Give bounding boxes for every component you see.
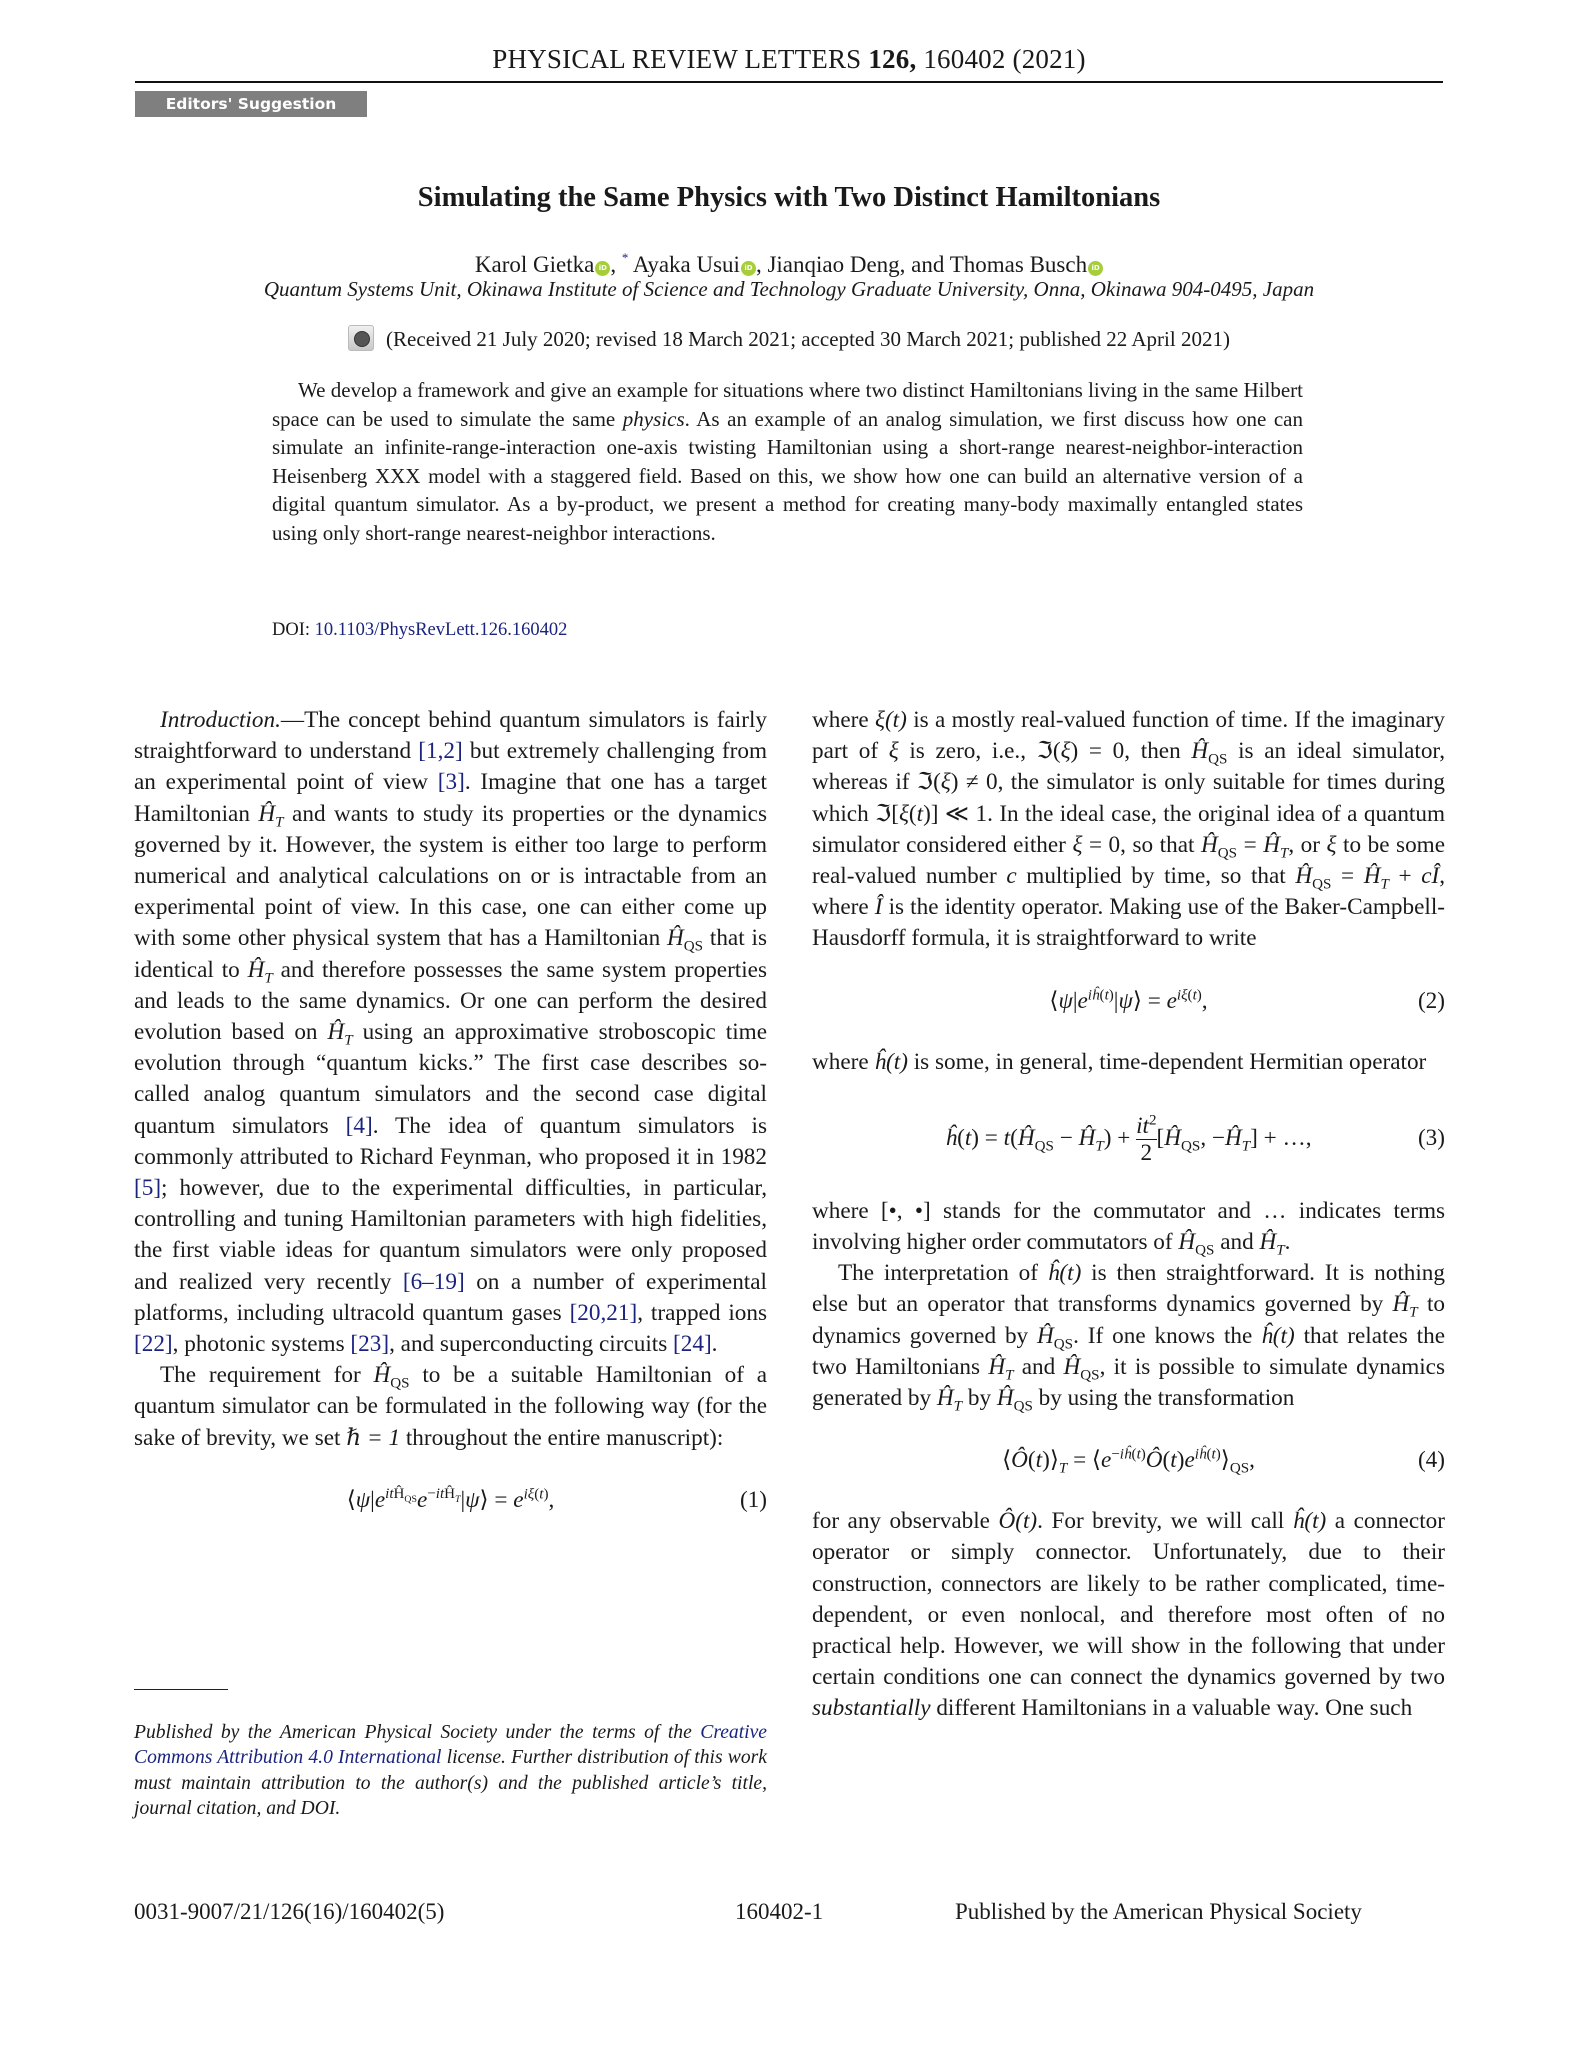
citation-link[interactable]: [20,21] xyxy=(569,1299,638,1326)
body-text: , trapped ions xyxy=(637,1299,767,1326)
math-HT: $Ĥ_T$ xyxy=(988,1353,1014,1384)
body-text: where xyxy=(812,1048,875,1075)
journal-article-year: 160402 (2021) xyxy=(923,44,1086,74)
body-text: where xyxy=(812,707,876,733)
math-HQS: $Ĥ_{QS}$ xyxy=(667,925,704,956)
right-column xyxy=(812,705,1445,1725)
abstract-text: We develop a framework and give an example for situations where two distinct Hamiltonians living in the same Hilbert space can be used to simulate the same xyxy=(272,378,1303,431)
doi-link[interactable]: 10.1103/PhysRevLett.126.160402 xyxy=(314,620,568,640)
math-HQS-eq-HT-plus-cI: $Ĥ_{QS}$ = $Ĥ_T$ + cÎ xyxy=(1295,863,1440,893)
footer-issn: 0031-9007/21/126(16)/160402(5) xyxy=(134,1899,445,1924)
publication-dates xyxy=(135,325,1443,353)
abstract xyxy=(272,376,1303,548)
math-HT: $Ĥ_T$ xyxy=(258,800,284,831)
math-hbar: ℏ = 1 xyxy=(346,1424,401,1451)
body-text: using an approximative stroboscopic time evolution through “quantum kicks.” The first case describes so-called analog quantum simulators and the second case digital quantum simulators xyxy=(134,1019,767,1139)
abstract-emphasis: physics xyxy=(622,406,685,431)
body-text: is zero, i.e., xyxy=(898,738,1037,765)
body-text: , then xyxy=(1124,738,1192,765)
left-column xyxy=(134,705,767,1532)
journal-header xyxy=(135,42,1443,76)
body-paragraph xyxy=(812,705,1445,955)
author-separator: , xyxy=(610,252,622,277)
requirement-paragraph xyxy=(134,1360,767,1454)
body-text: but extremely challenging from an experimental point of view xyxy=(134,738,768,796)
body-text: is an ideal simulator, whereas if xyxy=(812,738,1445,796)
body-paragraph xyxy=(812,1047,1445,1078)
math-HQS: $Ĥ_{QS}$ xyxy=(373,1362,410,1392)
math-h-t: ĥ(t) xyxy=(874,1048,908,1075)
author-name[interactable]: Thomas Busch xyxy=(949,252,1088,277)
body-text: . In the ideal case, the original idea of a quantum simulator considered either xyxy=(812,800,1445,858)
body-text: , or xyxy=(1288,831,1327,858)
section-heading-introduction: Introduction. xyxy=(160,707,281,733)
check-for-updates-icon[interactable] xyxy=(348,325,374,351)
citation-link[interactable]: [3] xyxy=(437,769,465,796)
body-text: is a mostly real-valued function of time. If the imaginary part of xyxy=(812,707,1445,765)
body-text: . For brevity, we will call xyxy=(1037,1508,1293,1535)
emphasis-text: substantially xyxy=(812,1695,931,1722)
footnote-text: Published by the American Physical Society under the terms of the xyxy=(134,1722,701,1743)
body-text: , it is possible to simulate dynamics generated by xyxy=(812,1353,1445,1412)
body-text: , the simulator is only suitable for times during which xyxy=(812,769,1446,827)
math-h-t: ĥ(t) xyxy=(1292,1508,1327,1535)
body-text: by using the transformation xyxy=(1032,1385,1295,1412)
footnote-rule xyxy=(134,1689,228,1690)
body-text: is the identity operator. Making use of the Baker-Campbell-Hausdorff formula, it is straightforward to write xyxy=(812,894,1445,952)
citation-link[interactable]: [1,2] xyxy=(418,738,463,765)
equation-body: $⟨Ô(t)⟩_T$ = $⟨e^{-iĥ(t)}Ô(t)e^{iĥ(t)}⟩_{QS}$, xyxy=(1002,1446,1255,1477)
citation-link[interactable]: [24] xyxy=(673,1331,712,1358)
body-text: for any observable xyxy=(812,1508,999,1535)
math-HQS: $Ĥ_{QS}$ xyxy=(1063,1353,1100,1384)
doi-label: DOI: xyxy=(272,620,311,640)
math-HQS: $Ĥ_{QS}$ xyxy=(996,1385,1033,1415)
license-footnote xyxy=(134,1720,767,1822)
math-h-t: ĥ(t) xyxy=(1047,1260,1082,1287)
math-HT: $Ĥ_T$ xyxy=(327,1019,353,1049)
footnote-text: license. Further distribution of this work must maintain attribution to the author(s) and the published article’s title, journal citation, and DOI. xyxy=(134,1747,767,1820)
article-title: Simulating the Same Physics with Two Distinct Hamiltonians xyxy=(417,182,1161,213)
author-separator: , and xyxy=(899,252,950,277)
math-HQS-eq-HT: $Ĥ_{QS}$ = $Ĥ_T$ xyxy=(1200,831,1289,862)
doi-line xyxy=(272,617,567,643)
math-O-t: Ô(t) xyxy=(998,1508,1038,1535)
body-text: to be a suitable Hamiltonian of a quantum simulator can be formulated in the following way (for the sake of brevity, we set xyxy=(134,1362,768,1451)
math-HT: $Ĥ_T$ xyxy=(936,1385,963,1415)
math-im-xi-nonzero: ℑ(ξ) ≠ 0 xyxy=(916,769,998,796)
body-text: where [•, •] stands for the commutator and … indicates terms involving higher order commutators of xyxy=(812,1197,1445,1256)
body-paragraph xyxy=(812,1258,1445,1414)
corresponding-author-mark[interactable]: * xyxy=(621,250,629,265)
math-HQS: $Ĥ_{QS}$ xyxy=(1037,1322,1074,1353)
author-name[interactable]: Jianqiao Deng xyxy=(767,252,900,277)
body-text: by xyxy=(962,1385,997,1412)
affiliation: Quantum Systems Unit, Okinawa Institute of Science and Technology Graduate University, Onna, Okinawa 904-0495, Japan xyxy=(263,277,1315,301)
citation-link[interactable]: [6–19] xyxy=(402,1268,465,1295)
math-HQS: $Ĥ_{QS}$ xyxy=(1178,1229,1215,1259)
journal-volume: 126, xyxy=(868,44,917,74)
body-text: . The idea of quantum simulators is commonly attributed to Richard Feynman, who proposed it in 1982 xyxy=(134,1112,767,1170)
orcid-icon[interactable]: iD xyxy=(741,261,756,276)
abstract-text: . As an example of an analog simulation, we first discuss how one can simulate an infinite-range-interaction one-axis twisting Hamiltonian using a short-range nearest-neighbor-interaction Heisenberg XXX model with a staggered field. Based on this, we show how one can build an alternative version of a digital quantum simulator. As a by-product, we present a method for creating many-body maximally entangled states using only short-range nearest-neighbor interactions. xyxy=(272,406,1303,545)
equation-3 xyxy=(812,1102,1445,1174)
citation-link[interactable]: [5] xyxy=(134,1175,162,1202)
orcid-icon[interactable]: iD xyxy=(1088,261,1103,276)
math-identity: Î xyxy=(874,894,883,921)
footer-page-number: 160402-1 xyxy=(735,1899,824,1924)
body-text: The interpretation of xyxy=(838,1260,1048,1287)
body-text: different Hamiltonians in a valuable way. One such xyxy=(930,1695,1413,1722)
math-im-xi-zero: ℑ(ξ) = 0 xyxy=(1036,738,1125,765)
body-text: The requirement for xyxy=(160,1362,374,1389)
footer-publisher: Published by the American Physical Society xyxy=(955,1899,1362,1924)
dates-text: (Received 21 July 2020; revised 18 March 2021; accepted 30 March 2021; published 22 April 2021) xyxy=(386,327,1230,351)
body-text: and therefore possesses the same system properties and leads to the same dynamics. Or one can perform the desired evolution based on xyxy=(134,956,768,1046)
body-text: to dynamics governed by xyxy=(812,1291,1445,1349)
math-xi: ξ xyxy=(1326,831,1337,858)
intro-paragraph xyxy=(134,705,767,1360)
body-text: . xyxy=(1284,1229,1291,1256)
equation-number: (3) xyxy=(1417,1124,1445,1151)
body-text: , photonic systems xyxy=(172,1331,351,1358)
body-text: ; however, due to the experimental difficulties, in particular, controlling and tuning Hamiltonian parameters with high fidelities, the first viable ideas for quantum simulators were only proposed and realized very recently xyxy=(134,1175,767,1295)
body-paragraph xyxy=(812,1196,1445,1258)
math-HT: $Ĥ_T$ xyxy=(1259,1229,1285,1259)
author-separator: , xyxy=(755,252,768,277)
math-xi-zero: ξ = 0 xyxy=(1072,831,1121,858)
body-text: that relates the two Hamiltonians xyxy=(812,1322,1446,1380)
body-text: to be some real-valued number xyxy=(812,831,1445,890)
body-text: a connector operator or simply connector. Unfortunately, due to their construction, connectors are likely to be rather complicated, time-dependent, or even nonlocal, and therefore most often of no practical help. However, we will show in the following that under certain conditions one can connect the dynamics governed by two xyxy=(812,1508,1445,1691)
equation-2 xyxy=(812,969,1445,1033)
equation-number: (2) xyxy=(1417,987,1445,1014)
citation-link[interactable]: [23] xyxy=(350,1331,390,1358)
math-c: c xyxy=(1006,863,1017,890)
license-link[interactable]: Creative Commons Attribution 4.0 International xyxy=(134,1722,767,1769)
equation-1 xyxy=(134,1468,767,1532)
math-h-t: ĥ(t) xyxy=(1261,1322,1295,1349)
body-text: is then straightforward. It is nothing else but an operator that transforms dynamics governed by xyxy=(812,1260,1445,1318)
body-text: and xyxy=(1013,1353,1064,1380)
body-text: that is identical to xyxy=(134,925,767,983)
math-HT: $Ĥ_T$ xyxy=(247,956,273,987)
editors-suggestion-badge: Editors' Suggestion xyxy=(135,91,367,117)
citation-link[interactable]: [4] xyxy=(345,1112,373,1139)
author-name[interactable]: Ayaka Usui xyxy=(632,252,740,277)
body-text: , and superconducting circuits xyxy=(389,1331,674,1358)
body-text: , where xyxy=(812,863,1446,921)
math-HT: $Ĥ_T$ xyxy=(1392,1291,1418,1322)
equation-number: (1) xyxy=(739,1486,767,1513)
math-xi: ξ xyxy=(888,738,899,765)
body-paragraph xyxy=(812,1506,1445,1724)
body-text: . If one knows the xyxy=(1073,1322,1262,1349)
body-text: throughout the entire manuscript): xyxy=(400,1424,724,1451)
header-rule xyxy=(135,81,1443,83)
body-text: and xyxy=(1214,1229,1260,1256)
equation-4 xyxy=(812,1428,1445,1492)
math-xi-t: ξ(t) xyxy=(875,707,907,733)
body-text: on a number of experimental platforms, including ultracold quantum gases xyxy=(134,1268,767,1326)
citation-link[interactable]: [22] xyxy=(134,1331,173,1358)
body-text: and wants to study its properties or the dynamics governed by it. However, the system is either too large to perform numerical and analytical calculations on or is intractable from an experimental point of view. In this case, one can either come up with some other physical system that has a Hamiltonian xyxy=(134,800,767,952)
journal-name: PHYSICAL REVIEW LETTERS xyxy=(492,44,862,74)
body-text: , so that xyxy=(1120,831,1201,858)
body-text: multiplied by time, so that xyxy=(1016,863,1296,890)
author-name[interactable]: Karol Gietka xyxy=(474,252,595,277)
math-im-xi-small: ℑ[ξ(t)] ≪ 1 xyxy=(875,800,988,827)
equation-body: $⟨\psi|e^{itĤ_{QS}}e^{-itĤ_T}|\psi⟩ = e^{i\xi(t)}$, xyxy=(346,1486,555,1513)
body-text: is some, in general, time-dependent Hermitian operator xyxy=(907,1048,1427,1075)
body-text: . xyxy=(711,1331,718,1358)
equation-body: $⟨\psi|e^{iĥ(t)}|\psi⟩ = e^{i\xi(t)}$, xyxy=(1049,986,1208,1014)
math-HQS: $Ĥ_{QS}$ xyxy=(1191,738,1228,768)
body-text: —The concept behind quantum simulators is fairly straightforward to understand xyxy=(134,707,767,765)
equation-body: ĥ(t) = $t(Ĥ_{QS}$ − $Ĥ_T$) + $\frac{it^2}{2}$ [$Ĥ_{QS}$, $-Ĥ_T$] + …, xyxy=(945,1112,1312,1166)
orcid-icon[interactable]: iD xyxy=(595,261,610,276)
body-text: . Imagine that one has a target Hamiltonian xyxy=(134,769,767,827)
equation-number: (4) xyxy=(1417,1447,1445,1474)
